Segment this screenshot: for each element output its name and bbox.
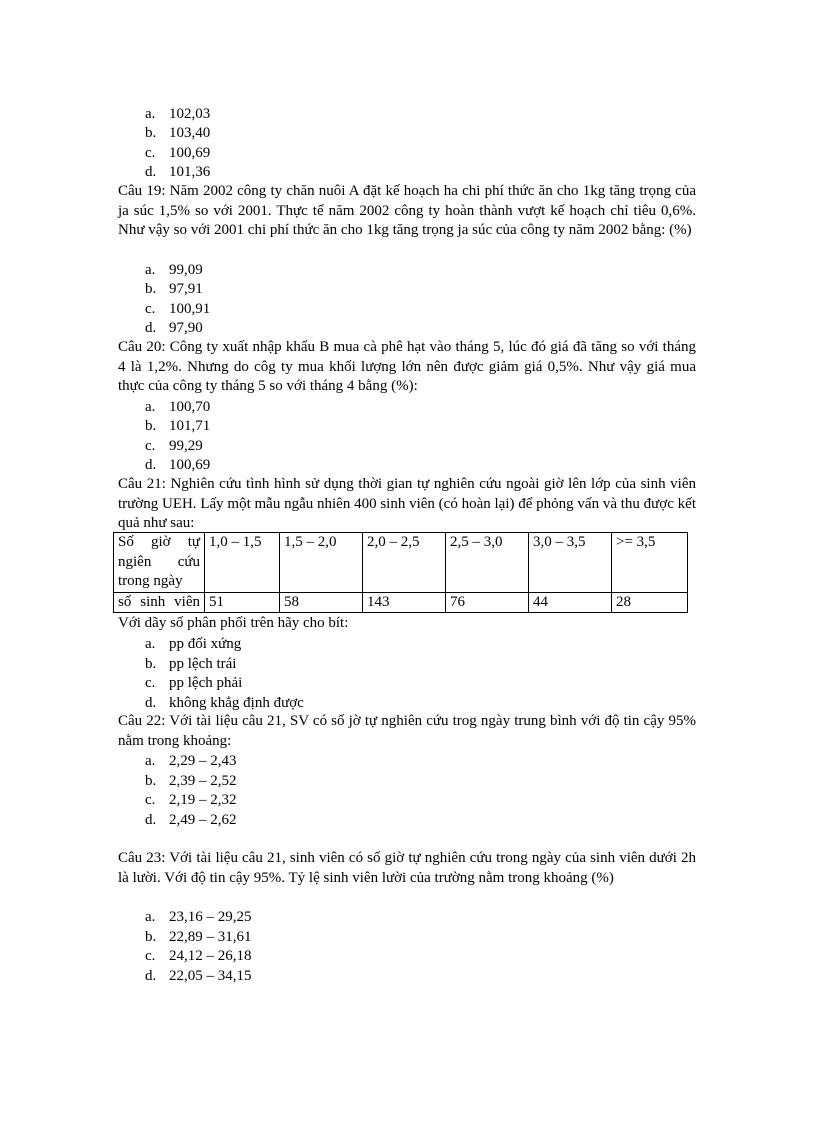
table-row-label: số sinh viên bbox=[114, 592, 205, 613]
table-header-label: Số giờ tự ngiên cứu trong ngày bbox=[114, 533, 205, 593]
table-count-cell: 58 bbox=[280, 592, 363, 613]
q23-option-a: a. 23,16 – 29,25 bbox=[145, 909, 252, 925]
q19-question: Câu 19: Năm 2002 công ty chăn nuôi A đặt kế hoạch ha chi phí thức ăn cho 1kg tăng trọng của ja súc 1,5% so với 2001. Thực tế năm 2002 công ty hoàn thành vượt kế hoạch chỉ tiêu 0,6%. Như vậy so với 2001 chi phí thức ăn cho 1kg tăng trọng ja súc của công ty năm 2002 bằng: (%) bbox=[118, 183, 696, 238]
table-count-cell: 28 bbox=[612, 592, 688, 613]
q18-option-a: a. 102,03 bbox=[145, 106, 211, 122]
table-interval-cell: 1,5 – 2,0 bbox=[280, 533, 363, 593]
table-interval-cell: 2,5 – 3,0 bbox=[446, 533, 529, 593]
table-count-cell: 44 bbox=[529, 592, 612, 613]
q18-option-b: b. 103,40 bbox=[145, 125, 211, 141]
q21-prompt: Với dãy số phân phối trên hãy cho bít: bbox=[118, 615, 349, 631]
q23-option-b: b. 22,89 – 31,61 bbox=[145, 929, 252, 945]
q22-option-a: a. 2,29 – 2,43 bbox=[145, 753, 237, 769]
q21-option-c: c. pp lệch phải bbox=[145, 675, 243, 691]
q19-option-d: d. 97,90 bbox=[145, 320, 203, 336]
q21-option-d: d. không khẳg định được bbox=[145, 695, 304, 711]
table-interval-cell: 1,0 – 1,5 bbox=[205, 533, 280, 593]
q20-question: Câu 20: Công ty xuất nhập khẩu B mua cà phê hạt vào tháng 5, lúc đó giá đã tăng so với tháng 4 là 1,2%. Nhưng do côg ty mua khối lượng lớn nên được giảm giá 0,5%. Như vậy giá mua thực của công ty tháng 5 so với tháng 4 bằng (%): bbox=[118, 339, 696, 394]
table-count-cell: 51 bbox=[205, 592, 280, 613]
q23-option-d: d. 22,05 – 34,15 bbox=[145, 968, 252, 984]
q22-option-b: b. 2,39 – 2,52 bbox=[145, 773, 237, 789]
q22-option-c: c. 2,19 – 2,32 bbox=[145, 792, 237, 808]
table-row bbox=[114, 533, 688, 593]
table-interval-cell: 3,0 – 3,5 bbox=[529, 533, 612, 593]
frequency-table bbox=[113, 532, 688, 613]
q22-option-d: d. 2,49 – 2,62 bbox=[145, 812, 237, 828]
q21-question: Câu 21: Nghiên cứu tình hình sử dụng thời gian tự nghiên cứu ngoài giờ lên lớp của sinh viên trường UEH. Lấy một mẫu ngẫu nhiên 400 sinh viên (có hoàn lại) để phỏng vấn và thu được kết quả như sau: bbox=[118, 476, 696, 531]
table-interval-cell: >= 3,5 bbox=[612, 533, 688, 593]
table-row bbox=[114, 592, 688, 613]
q19-option-c: c. 100,91 bbox=[145, 301, 211, 317]
q20-option-d: d. 100,69 bbox=[145, 457, 211, 473]
q23-question: Câu 23: Với tài liệu câu 21, sinh viên có số giờ tự nghiên cứu trong ngày của sinh viên dưới 2h là lười. Với độ tin cậy 95%. Tỷ lệ sinh viên lười của trường nằm trong khoảng (%) bbox=[118, 850, 696, 886]
table-count-cell: 76 bbox=[446, 592, 529, 613]
q23-option-c: c. 24,12 – 26,18 bbox=[145, 948, 252, 964]
q20-option-c: c. 99,29 bbox=[145, 438, 203, 454]
q20-option-b: b. 101,71 bbox=[145, 418, 211, 434]
q19-option-a: a. 99,09 bbox=[145, 262, 203, 278]
q18-option-c: c. 100,69 bbox=[145, 145, 211, 161]
q22-question: Câu 22: Với tài liệu câu 21, SV có số jờ tự nghiên cứu trog ngày trung bình với độ tin cậy 95% nằm trong khoảng: bbox=[118, 713, 696, 749]
q18-option-d: d. 101,36 bbox=[145, 164, 211, 180]
q19-option-b: b. 97,91 bbox=[145, 281, 203, 297]
q21-option-a: a. pp đối xứng bbox=[145, 636, 242, 652]
table-interval-cell: 2,0 – 2,5 bbox=[363, 533, 446, 593]
table-count-cell: 143 bbox=[363, 592, 446, 613]
q21-option-b: b. pp lệch trái bbox=[145, 656, 237, 672]
q20-option-a: a. 100,70 bbox=[145, 399, 211, 415]
